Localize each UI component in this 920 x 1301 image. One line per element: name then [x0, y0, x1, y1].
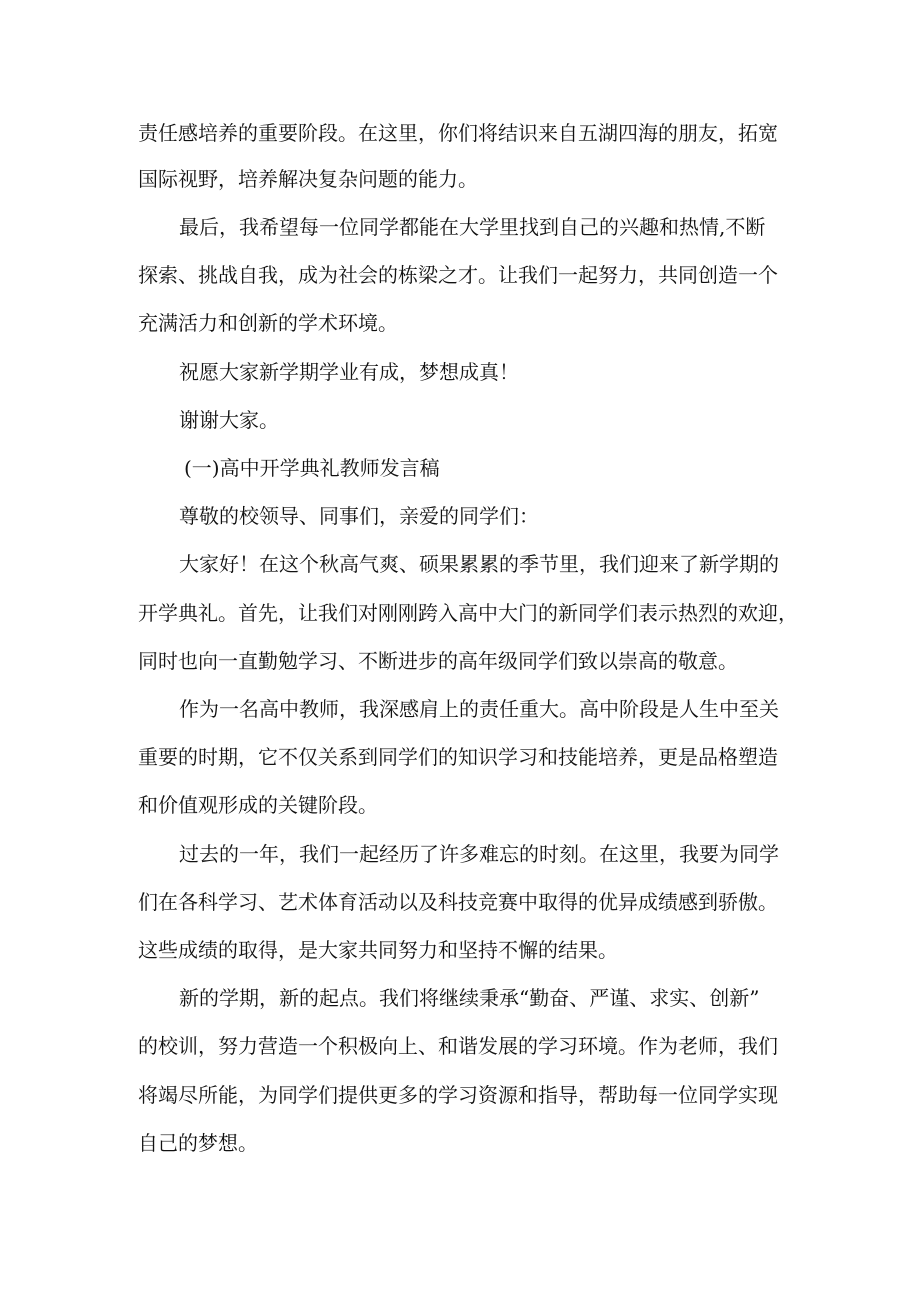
- text-line: 作为一名高中教师，我深感肩上的责任重大。高中阶段是人生中至关: [179, 697, 779, 721]
- text-line: 的校训，努力营造一个积极向上、和谐发展的学习环境。作为老师，我们: [138, 1034, 778, 1058]
- text-line: 和价值观形成的关键阶段。: [138, 793, 378, 817]
- text-line: 大家好！在这个秋高气爽、硕果累累的季节里，我们迎来了新学期的: [179, 552, 779, 576]
- text-line: 探索、挑战自我，成为社会的栋梁之才。让我们一起努力，共同创造一个: [138, 263, 778, 287]
- text-line: 将竭尽所能，为同学们提供更多的学习资源和指导，帮助每一位同学实现: [138, 1083, 778, 1107]
- text-line: 最后，我希望每一位同学都能在大学里找到自己的兴趣和热情,不断: [179, 215, 766, 239]
- text-line: 开学典礼。首先，让我们对刚刚跨入高中大门的新同学们表示热烈的欢迎，: [138, 601, 798, 625]
- text-line: 新的学期，新的起点。我们将继续秉承“勤奋、严谨、求实、创新”: [179, 986, 760, 1010]
- text-line: 责任感培养的重要阶段。在这里，你们将结识来自五湖四海的朋友，拓宽: [138, 121, 778, 145]
- text-line: 同时也向一直勤勉学习、不断进步的高年级同学们致以崇高的敬意。: [138, 649, 738, 673]
- salutation: 尊敬的校领导、同事们，亲爱的同学们：: [179, 504, 539, 528]
- text-line: 自己的梦想。: [138, 1131, 258, 1155]
- section-heading: (一)高中开学典礼教师发言稿: [184, 456, 440, 480]
- text-line: 国际视野，培养解决复杂问题的能力。: [138, 167, 478, 191]
- text-line: 重要的时期，它不仅关系到同学们的知识学习和技能培养，更是品格塑造: [138, 745, 778, 769]
- text-line: 谢谢大家。: [179, 408, 279, 432]
- text-line: 祝愿大家新学期学业有成，梦想成真！: [179, 360, 519, 384]
- text-line: 这些成绩的取得，是大家共同努力和坚持不懈的结果。: [138, 938, 618, 962]
- text-line: 充满活力和创新的学术环境。: [138, 311, 398, 335]
- text-line: 们在各科学习、艺术体育活动以及科技竞赛中取得的优异成绩感到骄傲。: [138, 890, 778, 914]
- text-line: 过去的一年，我们一起经历了许多难忘的时刻。在这里，我要为同学: [179, 842, 779, 866]
